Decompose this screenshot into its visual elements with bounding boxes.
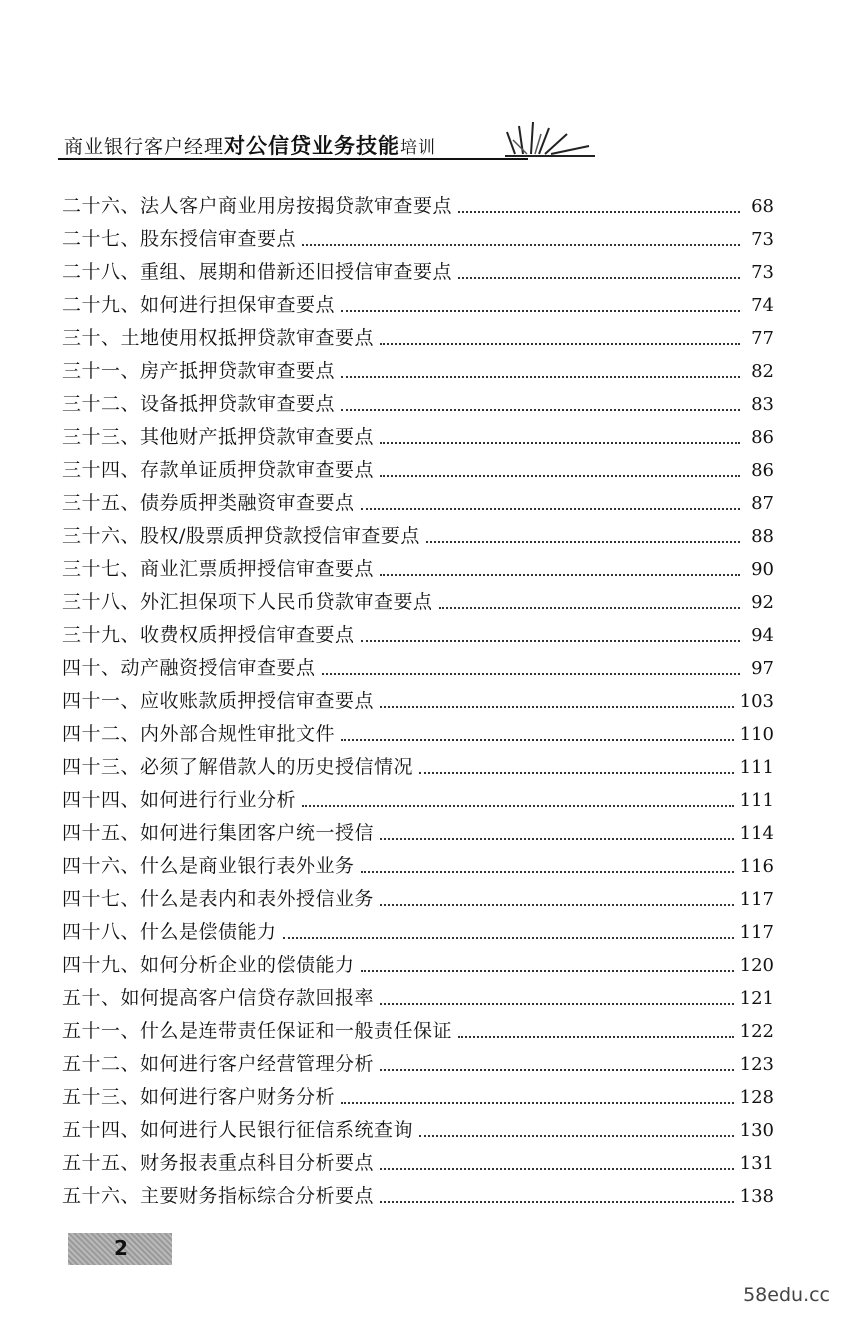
toc-entry-title: 三十三、其他财产抵押贷款审查要点 [62,426,375,448]
toc-entry [62,751,774,784]
toc-leader-dots [426,539,740,543]
toc-entry-title: 三十九、收费权质押授信审查要点 [62,624,355,646]
toc-entry-page: 86 [751,427,774,448]
toc-entry-title: 五十、如何提高客户信贷存款回报率 [62,987,375,1009]
toc-entry-title: 二十九、如何进行担保审查要点 [62,294,336,316]
toc-leader-dots [458,209,740,213]
toc-entry-page: 86 [751,460,774,481]
toc-leader-dots [341,737,734,741]
toc-entry-page: 73 [751,229,774,250]
toc-entry [62,619,774,652]
toc-leader-dots [341,308,740,312]
toc-entry [62,1114,774,1147]
toc-leader-dots [380,440,740,444]
toc-entry-title: 三十二、设备抵押贷款审查要点 [62,393,336,415]
toc-entry [62,685,774,718]
toc-entry [62,487,774,520]
header-rule [58,158,528,160]
toc-leader-dots [419,1133,734,1137]
page-number-badge [68,1233,172,1265]
toc-entry-title: 四十、动产融资授信审查要点 [62,657,316,679]
toc-leader-dots [341,407,740,411]
toc-entry [62,322,774,355]
toc-entry-page: 111 [739,757,774,778]
toc-entry-page: 138 [739,1186,774,1207]
toc-leader-dots [341,1100,734,1104]
toc-entry [62,223,774,256]
toc-entry-page: 117 [739,889,774,910]
toc-leader-dots [302,803,734,807]
toc-entry [62,1015,774,1048]
toc-entry-title: 五十六、主要财务指标综合分析要点 [62,1185,375,1207]
toc-entry [62,1180,774,1213]
page-number: 2 [114,1236,128,1260]
toc-entry-page: 117 [739,922,774,943]
toc-leader-dots [380,1001,734,1005]
toc-entry-page: 122 [739,1021,774,1042]
toc-leader-dots [419,770,734,774]
toc-leader-dots [458,275,740,279]
toc-entry-title: 三十五、债券质押类融资审查要点 [62,492,355,514]
toc-entry [62,1147,774,1180]
toc-leader-dots [380,473,740,477]
toc-entry-title: 五十一、什么是连带责任保证和一般责任保证 [62,1020,453,1042]
toc-entry-title: 四十三、必须了解借款人的历史授信情况 [62,756,414,778]
toc-entry [62,1081,774,1114]
toc-entry-title: 五十三、如何进行客户财务分析 [62,1086,336,1108]
book-title-prefix: 商业银行客户经理 [64,136,225,158]
toc-leader-dots [380,572,740,576]
toc-entry [62,256,774,289]
toc-entry-page: 131 [739,1153,774,1174]
toc-entry-page: 90 [751,559,774,580]
toc-entry [62,817,774,850]
toc-leader-dots [380,704,734,708]
toc-entry [62,388,774,421]
toc-entry [62,190,774,223]
toc-leader-dots [322,671,740,675]
toc-entry-title: 四十七、什么是表内和表外授信业务 [62,888,375,910]
book-title [64,130,436,160]
toc-entry-page: 94 [751,625,774,646]
toc-entry-page: 74 [751,295,774,316]
toc-leader-dots [341,374,740,378]
watermark: 58edu.cc [743,1284,830,1306]
toc-entry-page: 121 [739,988,774,1009]
toc-entry-page: 103 [739,691,774,712]
toc-entry-title: 二十六、法人客户商业用房按揭贷款审查要点 [62,195,453,217]
toc-leader-dots [380,341,740,345]
toc-entry [62,652,774,685]
toc-entry-page: 123 [739,1054,774,1075]
toc-entry [62,982,774,1015]
toc-entry-page: 130 [739,1120,774,1141]
toc-entry-title: 三十六、股权/股票质押贷款授信审查要点 [62,525,420,547]
toc-entry [62,850,774,883]
toc-entry-page: 73 [751,262,774,283]
toc-entry-title: 三十八、外汇担保项下人民币贷款审查要点 [62,591,433,613]
toc-leader-dots [361,638,740,642]
toc-entry-title: 四十一、应收账款质押授信审查要点 [62,690,375,712]
toc-entry-page: 92 [751,592,774,613]
toc-entry [62,1048,774,1081]
toc-entry [62,520,774,553]
toc-entry-title: 四十二、内外部合规性审批文件 [62,723,336,745]
toc-entry-page: 87 [751,493,774,514]
toc-leader-dots [361,968,734,972]
toc-leader-dots [380,1166,734,1170]
toc-entry [62,718,774,751]
book-title-bold: 对公信贷业务技能 [224,134,401,158]
toc-entry-page: 114 [739,823,774,844]
toc-entry [62,586,774,619]
toc-leader-dots [302,242,740,246]
toc-entry-title: 三十四、存款单证质押贷款审查要点 [62,459,375,481]
toc-leader-dots [458,1034,734,1038]
toc-leader-dots [439,605,740,609]
toc-entry-title: 二十八、重组、展期和借新还旧授信审查要点 [62,261,453,283]
toc-entry [62,421,774,454]
toc-leader-dots [361,869,734,873]
toc-entry [62,454,774,487]
toc-entry [62,784,774,817]
toc-entry-page: 82 [751,361,774,382]
toc-entry-page: 128 [739,1087,774,1108]
book-title-suffix: 培训 [400,138,437,158]
toc-entry-page: 97 [751,658,774,679]
toc-entry-page: 88 [751,526,774,547]
toc-entry-page: 83 [751,394,774,415]
toc-entry-title: 三十一、房产抵押贷款审查要点 [62,360,336,382]
toc-entry-page: 68 [751,196,774,217]
toc-entry-page: 116 [739,856,774,877]
toc-entry-title: 四十八、什么是偿债能力 [62,921,277,943]
toc-entry-title: 五十五、财务报表重点科目分析要点 [62,1152,375,1174]
toc-leader-dots [361,506,740,510]
toc-entry-title: 四十九、如何分析企业的偿债能力 [62,954,355,976]
toc-entry [62,916,774,949]
grass-ornament-icon [505,120,595,160]
toc-entry [62,949,774,982]
toc-entry-title: 四十六、什么是商业银行表外业务 [62,855,355,877]
toc-entry-title: 五十二、如何进行客户经营管理分析 [62,1053,375,1075]
toc-entry-title: 二十七、股东授信审查要点 [62,228,297,250]
toc-entry-page: 111 [739,790,774,811]
toc-entry-page: 77 [751,328,774,349]
toc-leader-dots [283,935,734,939]
toc-leader-dots [380,902,734,906]
toc-entry [62,883,774,916]
toc-leader-dots [380,1199,734,1203]
table-of-contents [62,190,774,1213]
toc-entry [62,355,774,388]
toc-leader-dots [380,1067,734,1071]
toc-entry-title: 五十四、如何进行人民银行征信系统查询 [62,1119,414,1141]
toc-leader-dots [380,836,734,840]
toc-entry [62,553,774,586]
toc-entry-page: 120 [739,955,774,976]
toc-entry-title: 三十七、商业汇票质押授信审查要点 [62,558,375,580]
toc-entry-title: 四十四、如何进行行业分析 [62,789,297,811]
toc-entry-title: 三十、土地使用权抵押贷款审查要点 [62,327,375,349]
toc-entry [62,289,774,322]
toc-entry-page: 110 [739,724,774,745]
toc-entry-title: 四十五、如何进行集团客户统一授信 [62,822,375,844]
